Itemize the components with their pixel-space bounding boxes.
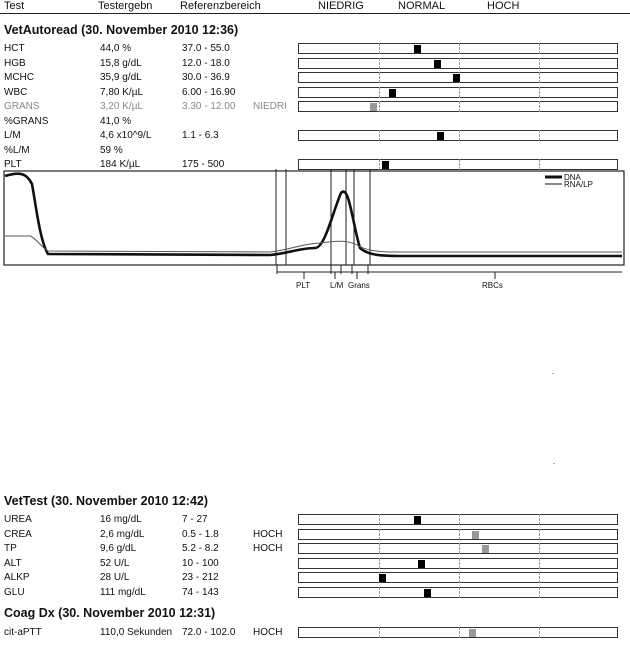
range-divider: [379, 43, 380, 54]
result-row: [0, 144, 630, 157]
result-row: [0, 586, 630, 599]
test-name: HGB: [4, 57, 26, 69]
status-flag: HOCH: [253, 627, 283, 638]
result-row: [0, 86, 630, 99]
range-bar: [298, 43, 618, 54]
reference-range: 0.5 - 1.8: [182, 528, 219, 540]
rna-lp-curve: [5, 236, 622, 252]
test-name: TP: [4, 543, 17, 554]
test-name: WBC: [4, 86, 28, 98]
result-marker: [434, 60, 441, 68]
test-name: %GRANS: [4, 115, 49, 127]
range-divider: [539, 587, 540, 598]
result-marker: [437, 132, 444, 140]
test-result: 28 U/L: [100, 572, 130, 583]
range-bar: [298, 101, 618, 112]
range-divider: [459, 87, 460, 98]
reference-range: 23 - 212: [182, 572, 219, 583]
range-divider: [539, 43, 540, 54]
section-title-coagdx: Coag Dx (30. November 2010 12:31): [4, 606, 216, 620]
range-divider: [459, 58, 460, 69]
reference-range: 1.1 - 6.3: [182, 130, 219, 141]
range-divider: [379, 72, 380, 83]
status-flag: NIEDRI: [253, 101, 287, 112]
range-bar: [298, 514, 618, 525]
range-divider: [539, 572, 540, 583]
section-title-vetautoread: VetAutoread (30. November 2010 12:36): [4, 23, 239, 37]
range-divider: [539, 87, 540, 98]
range-bar: [298, 558, 618, 569]
range-divider: [379, 529, 380, 540]
reference-range: 74 - 143: [182, 586, 219, 598]
result-row: [0, 626, 630, 639]
result-row: [0, 542, 630, 555]
range-divider: [379, 514, 380, 525]
range-divider: [459, 572, 460, 583]
test-name: UREA: [4, 514, 32, 525]
test-result: 41,0 %: [100, 115, 132, 127]
test-name: GLU: [4, 586, 25, 598]
result-marker: [370, 103, 377, 111]
range-divider: [379, 627, 380, 638]
range-divider: [379, 58, 380, 69]
result-row: [0, 528, 630, 541]
range-divider: [379, 101, 380, 112]
result-row: [0, 129, 630, 142]
range-divider: [459, 514, 460, 525]
result-marker: [389, 89, 396, 97]
range-bar: [298, 72, 618, 83]
reference-range: 7 - 27: [182, 514, 208, 525]
result-marker: [453, 74, 460, 82]
test-name: %L/M: [4, 144, 30, 156]
range-divider: [539, 101, 540, 112]
col-result-header: Testergebn: [98, 0, 153, 12]
status-flag: HOCH: [253, 528, 283, 540]
result-marker: [472, 531, 479, 539]
test-result: 3,20 K/µL: [100, 101, 144, 112]
test-result: 16 mg/dL: [100, 514, 142, 525]
range-divider: [539, 529, 540, 540]
test-result: 111 mg/dL: [100, 586, 146, 598]
reference-range: 30.0 - 36.9: [182, 72, 230, 83]
region-grans-label: Grans: [348, 281, 370, 290]
test-name: L/M: [4, 130, 21, 141]
range-divider: [459, 627, 460, 638]
region-plt-label: PLT: [296, 281, 311, 290]
region-rbcs-label: RBCs: [482, 281, 503, 290]
result-row: [0, 115, 630, 128]
reference-range: 6.00 - 16.90: [182, 86, 236, 98]
col-range-header: Referenzbereich: [180, 0, 261, 12]
test-result: 15,8 g/dL: [100, 57, 142, 69]
range-divider: [539, 130, 540, 141]
col-test-header: Test: [4, 0, 25, 12]
result-marker: [482, 545, 489, 553]
range-bar: [298, 529, 618, 540]
result-marker: [418, 560, 425, 568]
scan-speck: [552, 373, 554, 374]
result-marker: [469, 629, 476, 637]
range-divider: [379, 587, 380, 598]
range-divider: [379, 543, 380, 554]
range-divider: [459, 101, 460, 112]
test-name: cit-aPTT: [4, 627, 42, 638]
reference-range: 10 - 100: [182, 557, 219, 569]
header-divider: [0, 13, 630, 14]
result-row: [0, 557, 630, 570]
reference-range: 12.0 - 18.0: [182, 57, 230, 69]
status-flag: HOCH: [253, 543, 283, 554]
legend-dna-label: DNA: [564, 173, 581, 182]
reference-range: 175 - 500: [182, 159, 225, 170]
test-result: 184 K/µL: [100, 159, 141, 170]
range-bar: [298, 627, 618, 638]
test-result: 2,6 mg/dL: [100, 528, 145, 540]
result-marker: [424, 589, 431, 597]
col-high-header: HOCH: [487, 0, 520, 12]
range-bar: [298, 572, 618, 583]
range-divider: [459, 558, 460, 569]
test-name: GRANS: [4, 101, 40, 112]
test-name: CREA: [4, 528, 32, 540]
test-name: MCHC: [4, 72, 34, 83]
result-row: [0, 100, 630, 113]
result-row: [0, 571, 630, 584]
range-divider: [379, 87, 380, 98]
test-name: PLT: [4, 159, 22, 170]
test-result: 35,9 g/dL: [100, 72, 142, 83]
range-divider: [539, 558, 540, 569]
reference-range: 37.0 - 55.0: [182, 43, 230, 54]
range-divider: [539, 543, 540, 554]
test-result: 110,0 Sekunden: [100, 627, 173, 638]
test-name: ALKP: [4, 572, 30, 583]
range-divider: [459, 130, 460, 141]
range-divider: [459, 43, 460, 54]
range-divider: [539, 514, 540, 525]
result-row: [0, 57, 630, 70]
range-divider: [459, 587, 460, 598]
test-result: 7,80 K/µL: [100, 86, 144, 98]
range-divider: [459, 543, 460, 554]
test-name: ALT: [4, 557, 22, 569]
test-result: 4,6 x10^9/L: [100, 130, 152, 141]
range-bar: [298, 543, 618, 554]
scan-speck: [553, 463, 555, 464]
reference-range: 5.2 - 8.2: [182, 543, 219, 554]
range-bar: [298, 58, 618, 69]
region-lm-label: L/M: [330, 281, 344, 290]
range-divider: [539, 72, 540, 83]
result-marker: [414, 516, 421, 524]
test-result: 9,6 g/dL: [100, 543, 137, 554]
legend-rna-label: RNA/LP: [564, 180, 593, 189]
result-row: [0, 513, 630, 526]
reference-range: 3.30 - 12.00: [182, 101, 236, 112]
range-bar: [298, 130, 618, 141]
test-result: 59 %: [100, 144, 123, 156]
range-divider: [379, 130, 380, 141]
test-result: 52 U/L: [100, 557, 130, 569]
col-normal-header: NORMAL: [398, 0, 446, 12]
range-bar: [298, 587, 618, 598]
test-result: 44,0 %: [100, 43, 132, 54]
range-divider: [459, 529, 460, 540]
reference-range: 72.0 - 102.0: [182, 627, 236, 638]
result-marker: [379, 574, 386, 582]
result-row: [0, 71, 630, 84]
cell-histogram: [0, 166, 630, 296]
range-divider: [539, 627, 540, 638]
range-divider: [379, 558, 380, 569]
section-title-vettest: VetTest (30. November 2010 12:42): [4, 494, 209, 508]
range-divider: [539, 58, 540, 69]
col-low-header: NIEDRIG: [318, 0, 364, 12]
range-bar: [298, 87, 618, 98]
result-marker: [414, 45, 421, 53]
test-name: HCT: [4, 43, 25, 54]
result-row: [0, 42, 630, 55]
